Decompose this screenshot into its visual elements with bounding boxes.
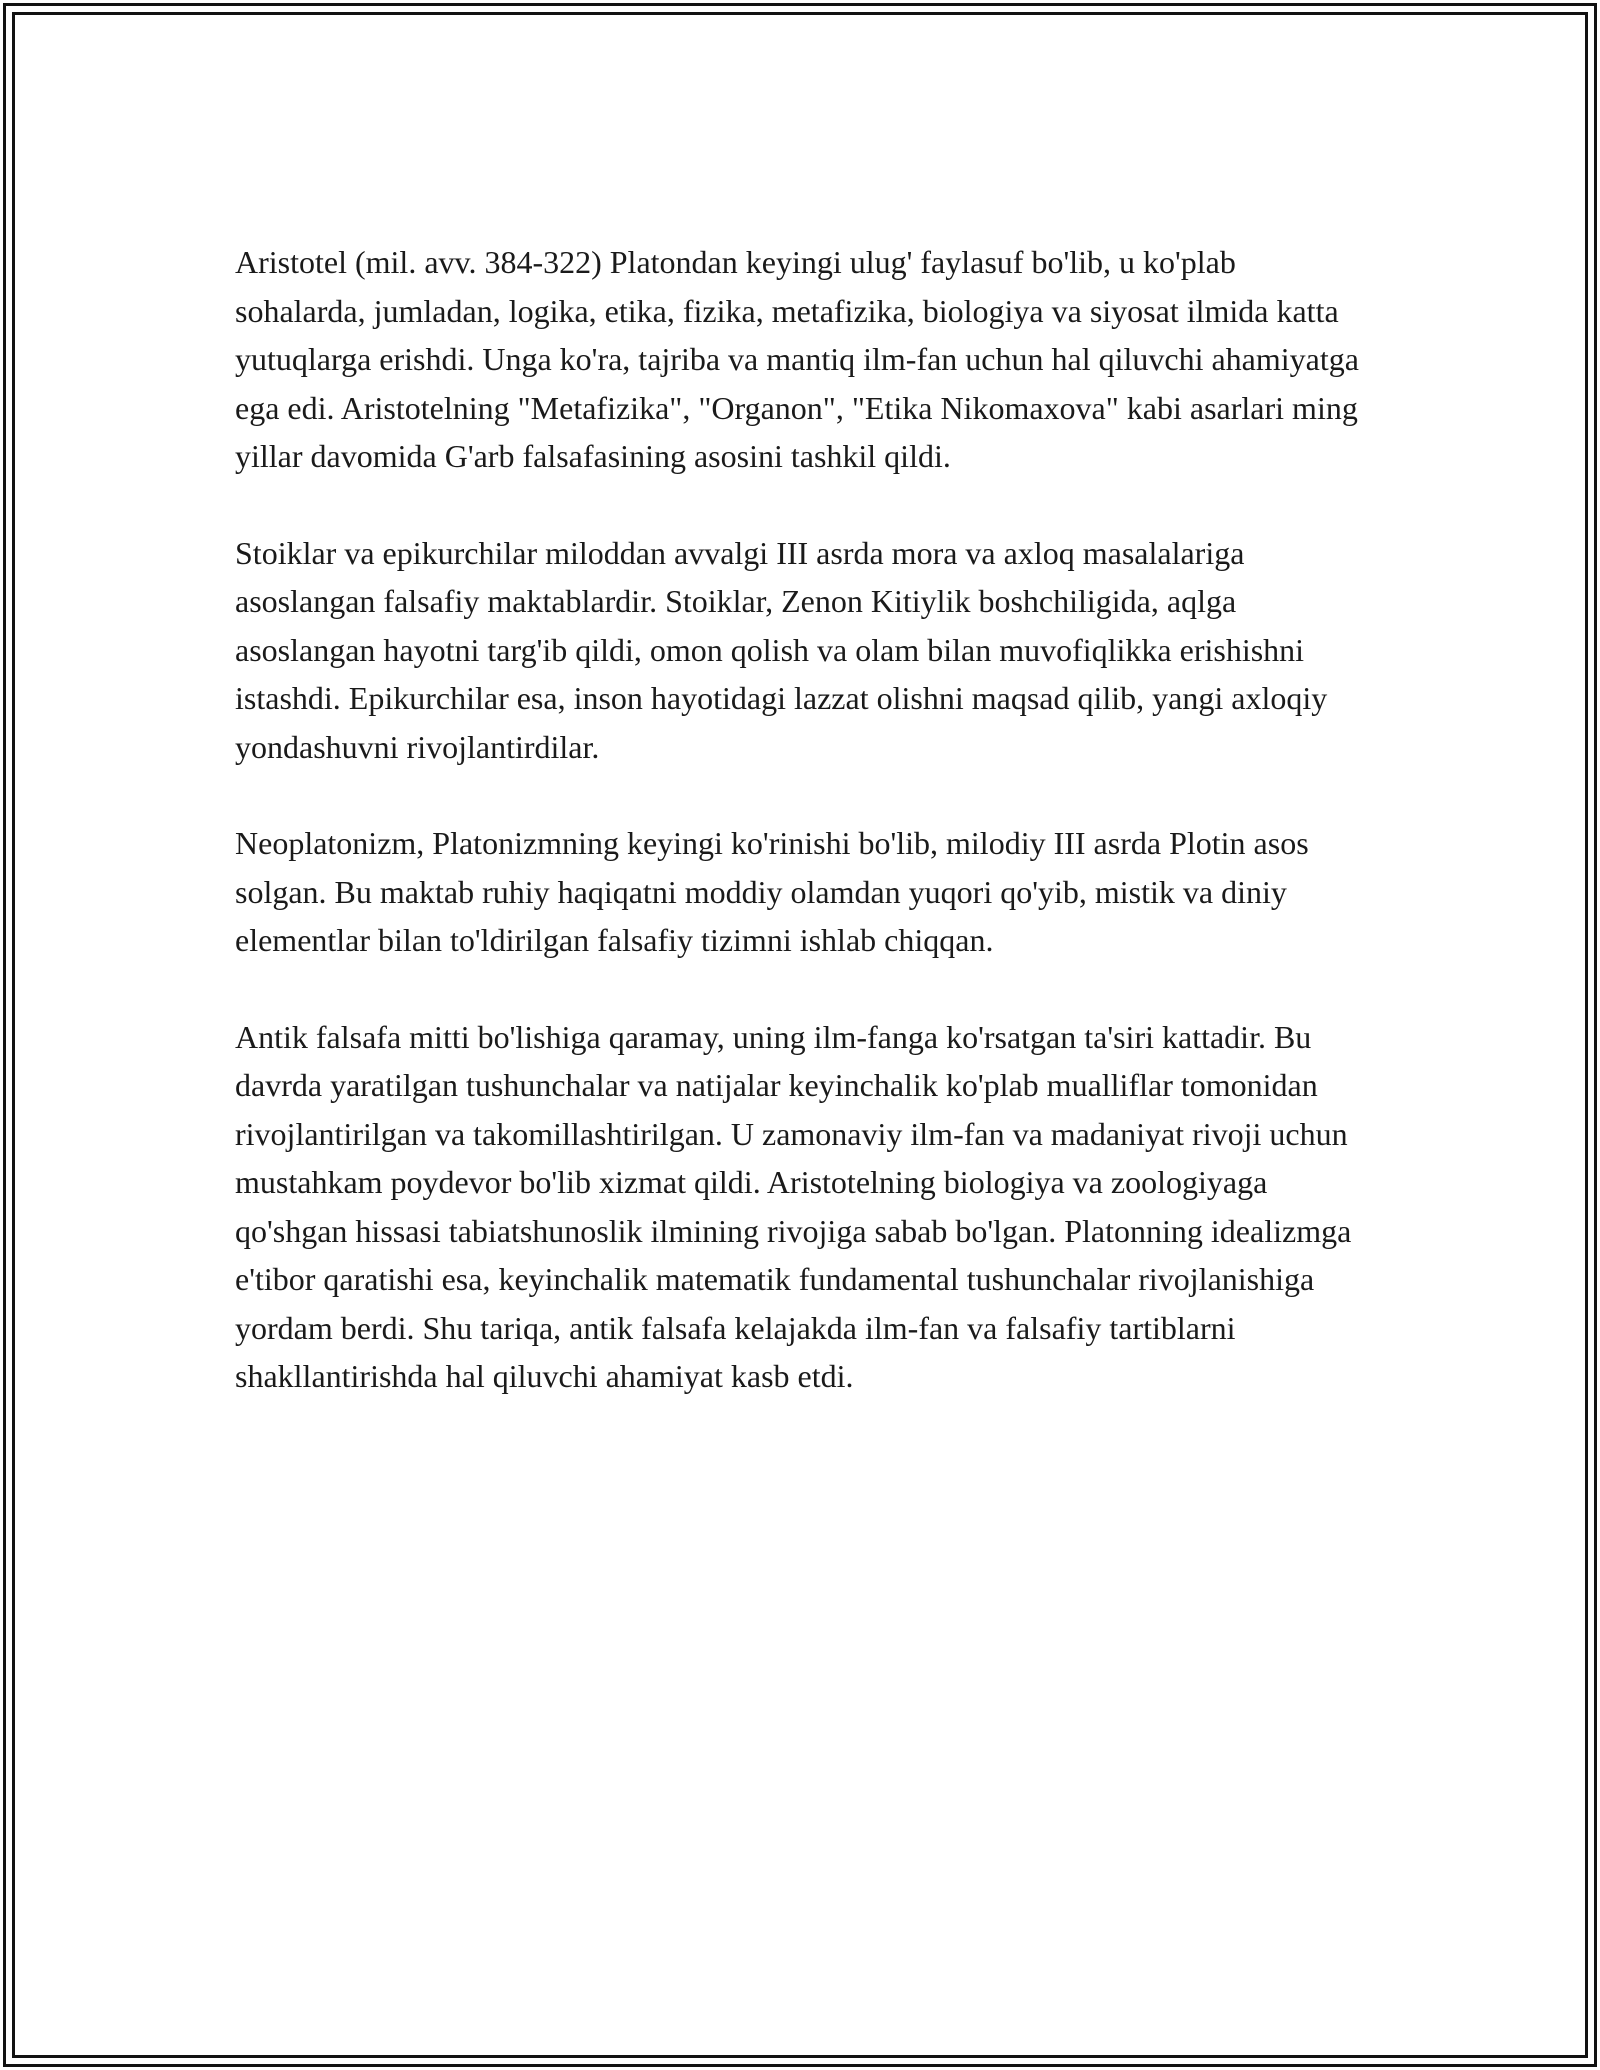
paragraph-aristotel: Aristotel (mil. avv. 384-322) Platondan keyingi ulug' faylasuf bo'lib, u ko'plab sohalarda, jumladan, logika, etika, fizika, metafizika, biologiya va siyosat ilmida katta yutuqlarga erishdi. Unga ko'ra, tajriba va mantiq ilm-fan uchun hal qiluvchi ahamiyatga ega edi. Aristotelning "Metafizika", "Organon", "Etika Nikomaxova" kabi asarlari ming yillar davomida G'arb falsafasining asosini tashkil qildi.	[235, 244, 1359, 474]
paragraph-antik-falsafa: Antik falsafa mitti bo'lishiga qaramay, uning ilm-fanga ko'rsatgan ta'siri kattadir. Bu davrda yaratilgan tushunchalar va natijalar keyinchalik ko'plab mualliflar tomonidan rivojlantirilgan va takomillashtirilgan. U zamonaviy ilm-fan va madaniyat rivoji uchun mustahkam poydevor bo'lib xizmat qildi. Aristotelning biologiya va zoologiyaga qo'shgan hissasi tabiatshunoslik ilmining rivojiga sabab bo'lgan. Platonning idealizmga e'tibor qaratishi esa, keyinchalik matematik fundamental tushunchalar rivojlanishiga yordam berdi. Shu tariqa, antik falsafa kelajakda ilm-fan va falsafiy tartiblarni shakllantirishda hal qiluvchi ahamiyat kasb etdi.	[235, 1018, 1352, 1394]
paragraph-neoplatonizm: Neoplatonizm, Platonizmning keyingi ko'rinishi bo'lib, milodiy III asrda Plotin asos solgan. Bu maktab ruhiy haqiqatni moddiy olamdan yuqori qo'yib, mistik va diniy elementlar bilan to'ldirilgan falsafiy tizimni ishlab chiqqan.	[235, 825, 1309, 958]
document-body	[235, 238, 1365, 1449]
paragraph-stoiklar: Stoiklar va epikurchilar miloddan avvalgi III asrda mora va axloq masalalariga asoslangan falsafiy maktablardir. Stoiklar, Zenon Kitiylik boshchiligida, aqlga asoslangan hayotni targ'ib qildi, omon qolish va olam bilan muvofiqlikka erishishni istashdi. Epikurchilar esa, inson hayotidagi lazzat olishni maqsad qilib, yangi axloqiy yondashuvni rivojlantirdilar.	[235, 534, 1328, 765]
